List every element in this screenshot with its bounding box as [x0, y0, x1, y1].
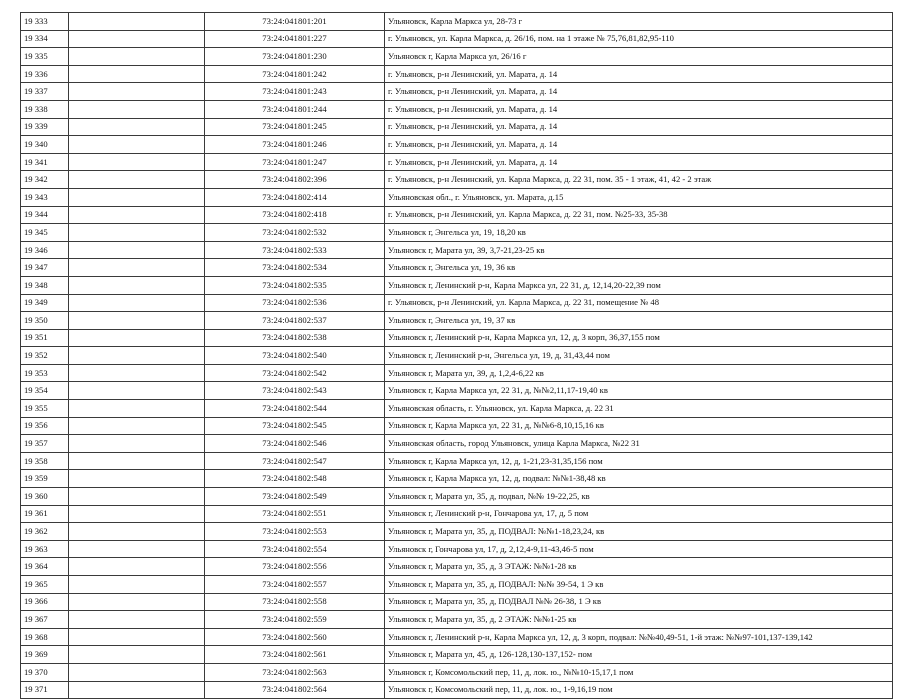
table-row [21, 206, 893, 224]
table-row [21, 136, 893, 154]
cadastral-number-cell: 73:24:041802:551 [205, 505, 385, 523]
row-number-cell: 19 359 [21, 470, 69, 488]
row-number-cell: 19 351 [21, 329, 69, 347]
cadastral-number-cell: 73:24:041802:536 [205, 294, 385, 312]
address-cell: Ульяновск г, Ленинский р-н, Карла Маркса ул, 12, д, 3 корп, 36,37,155 пом [385, 329, 893, 347]
row-number-cell: 19 346 [21, 241, 69, 259]
table-row [21, 646, 893, 664]
address-cell: Ульяновск г, Карла Маркса ул, 12, д, 1-21,23-31,35,156 пом [385, 452, 893, 470]
empty-cell [69, 505, 205, 523]
address-cell: Ульяновск г, Марата ул, 35, д, ПОДВАЛ: №№1-18,23,24, кв [385, 523, 893, 541]
row-number-cell: 19 345 [21, 224, 69, 242]
table-row [21, 276, 893, 294]
row-number-cell: 19 338 [21, 100, 69, 118]
address-cell: г. Ульяновск, р-н Ленинский, ул. Марата, д. 14 [385, 100, 893, 118]
row-number-cell: 19 334 [21, 30, 69, 48]
cadastral-number-cell: 73:24:041802:542 [205, 364, 385, 382]
cadastral-number-cell: 73:24:041802:534 [205, 259, 385, 277]
address-cell: Ульяновск г, Комсомольский пер, 11, д, лок. ю., №№10-15,17,1 пом [385, 663, 893, 681]
empty-cell [69, 83, 205, 101]
address-cell: Ульяновск г, Марата ул, 35, д, ПОДВАЛ: №№ 39-54, 1 Э кв [385, 576, 893, 594]
empty-cell [69, 400, 205, 418]
cadastral-number-cell: 73:24:041802:545 [205, 417, 385, 435]
cadastral-number-cell: 73:24:041802:538 [205, 329, 385, 347]
table-row [21, 505, 893, 523]
table-row [21, 153, 893, 171]
address-cell: Ульяновск г, Марата ул, 35, д, подвал, №№ 19-22,25, кв [385, 488, 893, 506]
empty-cell [69, 470, 205, 488]
empty-cell [69, 136, 205, 154]
table-row [21, 294, 893, 312]
table-row [21, 558, 893, 576]
empty-cell [69, 523, 205, 541]
cadastral-number-cell: 73:24:041802:537 [205, 312, 385, 330]
address-cell: Ульяновск г, Комсомольский пер, 11, д, лок. ю., 1-9,16,19 пом [385, 681, 893, 699]
cadastral-number-cell: 73:24:041802:544 [205, 400, 385, 418]
empty-cell [69, 452, 205, 470]
address-cell: Ульяновск, Карла Маркса ул, 28-73 г [385, 13, 893, 31]
empty-cell [69, 312, 205, 330]
empty-cell [69, 188, 205, 206]
row-number-cell: 19 371 [21, 681, 69, 699]
empty-cell [69, 435, 205, 453]
address-cell: Ульяновская обл., г. Ульяновск, ул. Марата, д.15 [385, 188, 893, 206]
row-number-cell: 19 354 [21, 382, 69, 400]
table-row [21, 593, 893, 611]
row-number-cell: 19 365 [21, 576, 69, 594]
cadastral-number-cell: 73:24:041802:396 [205, 171, 385, 189]
address-cell: Ульяновск г, Марата ул, 35, д, ПОДВАЛ №№ 26-38, 1 Э кв [385, 593, 893, 611]
table-row [21, 417, 893, 435]
address-cell: Ульяновск г, Ленинский р-н, Энгельса ул, 19, д, 31,43,44 пом [385, 347, 893, 365]
table-row [21, 435, 893, 453]
address-cell: г. Ульяновск, р-н Ленинский, ул. Марата, д. 14 [385, 65, 893, 83]
row-number-cell: 19 364 [21, 558, 69, 576]
cadastral-number-cell: 73:24:041802:558 [205, 593, 385, 611]
empty-cell [69, 206, 205, 224]
table-row [21, 188, 893, 206]
cadastral-number-cell: 73:24:041802:548 [205, 470, 385, 488]
cadastral-number-cell: 73:24:041802:535 [205, 276, 385, 294]
empty-cell [69, 118, 205, 136]
table-row [21, 364, 893, 382]
cadastral-number-cell: 73:24:041802:560 [205, 628, 385, 646]
table-row [21, 171, 893, 189]
row-number-cell: 19 342 [21, 171, 69, 189]
empty-cell [69, 259, 205, 277]
table-row [21, 628, 893, 646]
row-number-cell: 19 336 [21, 65, 69, 83]
row-number-cell: 19 341 [21, 153, 69, 171]
table-row [21, 470, 893, 488]
row-number-cell: 19 362 [21, 523, 69, 541]
table-row [21, 329, 893, 347]
row-number-cell: 19 369 [21, 646, 69, 664]
address-cell: Ульяновск г, Карла Маркса ул, 22 31, д, №№6-8,10,15,16 кв [385, 417, 893, 435]
row-number-cell: 19 348 [21, 276, 69, 294]
cadastral-number-cell: 73:24:041802:564 [205, 681, 385, 699]
address-cell: г. Ульяновск, р-н Ленинский, ул. Марата, д. 14 [385, 118, 893, 136]
row-number-cell: 19 353 [21, 364, 69, 382]
empty-cell [69, 488, 205, 506]
table-row [21, 30, 893, 48]
cadastral-number-cell: 73:24:041802:559 [205, 611, 385, 629]
table-row [21, 312, 893, 330]
empty-cell [69, 611, 205, 629]
row-number-cell: 19 361 [21, 505, 69, 523]
address-cell: Ульяновск г, Ленинский р-н, Гончарова ул, 17, д, 5 пом [385, 505, 893, 523]
address-cell: Ульяновск г, Ленинский р-н, Карла Маркса ул, 12, д, 3 корп, подвал: №№40,49-51, 1-й этаж: №№97-101,137-139,142 [385, 628, 893, 646]
empty-cell [69, 329, 205, 347]
table-row [21, 65, 893, 83]
empty-cell [69, 48, 205, 66]
address-cell: Ульяновск г, Карла Маркса ул, 22 31, д, №№2,11,17-19,40 кв [385, 382, 893, 400]
cadastral-number-cell: 73:24:041801:245 [205, 118, 385, 136]
cadastral-number-cell: 73:24:041802:532 [205, 224, 385, 242]
address-cell: Ульяновская область, город Ульяновск, улица Карла Маркса, №22 31 [385, 435, 893, 453]
empty-cell [69, 628, 205, 646]
row-number-cell: 19 343 [21, 188, 69, 206]
row-number-cell: 19 363 [21, 540, 69, 558]
empty-cell [69, 593, 205, 611]
address-cell: Ульяновск г, Марата ул, 39, 3,7-21,23-25 кв [385, 241, 893, 259]
cadastral-number-cell: 73:24:041802:561 [205, 646, 385, 664]
empty-cell [69, 347, 205, 365]
table-row [21, 224, 893, 242]
empty-cell [69, 65, 205, 83]
row-number-cell: 19 352 [21, 347, 69, 365]
cadastral-number-cell: 73:24:041802:549 [205, 488, 385, 506]
row-number-cell: 19 356 [21, 417, 69, 435]
empty-cell [69, 276, 205, 294]
registry-sheet [20, 12, 892, 699]
address-cell: Ульяновск г, Энгельса ул, 19, 18,20 кв [385, 224, 893, 242]
empty-cell [69, 382, 205, 400]
row-number-cell: 19 366 [21, 593, 69, 611]
cadastral-number-cell: 73:24:041802:418 [205, 206, 385, 224]
row-number-cell: 19 339 [21, 118, 69, 136]
row-number-cell: 19 337 [21, 83, 69, 101]
row-number-cell: 19 340 [21, 136, 69, 154]
table-row [21, 100, 893, 118]
row-number-cell: 19 347 [21, 259, 69, 277]
table-row [21, 488, 893, 506]
empty-cell [69, 241, 205, 259]
table-row [21, 681, 893, 699]
table-row [21, 576, 893, 594]
address-cell: Ульяновск г, Ленинский р-н, Карла Маркса ул, 22 31, д, 12,14,20-22,39 пом [385, 276, 893, 294]
empty-cell [69, 364, 205, 382]
address-cell: Ульяновск г, Гончарова ул, 17, д, 2,12,4-9,11-43,46-5 пом [385, 540, 893, 558]
address-cell: г. Ульяновск, ул. Карла Маркса, д. 26/16, пом. на 1 этаже № 75,76,81,82,95-110 [385, 30, 893, 48]
empty-cell [69, 153, 205, 171]
empty-cell [69, 417, 205, 435]
empty-cell [69, 576, 205, 594]
empty-cell [69, 30, 205, 48]
registry-table [20, 12, 893, 699]
cadastral-number-cell: 73:24:041801:244 [205, 100, 385, 118]
table-row [21, 540, 893, 558]
table-row [21, 13, 893, 31]
row-number-cell: 19 360 [21, 488, 69, 506]
table-row [21, 452, 893, 470]
address-cell: Ульяновск г, Марата ул, 39, д, 1,2,4-6,22 кв [385, 364, 893, 382]
cadastral-number-cell: 73:24:041802:554 [205, 540, 385, 558]
empty-cell [69, 171, 205, 189]
address-cell: Ульяновск г, Марата ул, 45, д, 126-128,130-137,152- пом [385, 646, 893, 664]
cadastral-number-cell: 73:24:041801:227 [205, 30, 385, 48]
address-cell: г. Ульяновск, р-н Ленинский, ул. Марата, д. 14 [385, 153, 893, 171]
cadastral-number-cell: 73:24:041802:557 [205, 576, 385, 594]
cadastral-number-cell: 73:24:041801:243 [205, 83, 385, 101]
cadastral-number-cell: 73:24:041802:556 [205, 558, 385, 576]
cadastral-number-cell: 73:24:041802:543 [205, 382, 385, 400]
table-row [21, 663, 893, 681]
address-cell: г. Ульяновск, р-н Ленинский, ул. Марата, д. 14 [385, 83, 893, 101]
address-cell: Ульяновск г, Марата ул, 35, д, 2 ЭТАЖ: №№1-25 кв [385, 611, 893, 629]
cadastral-number-cell: 73:24:041802:540 [205, 347, 385, 365]
cadastral-number-cell: 73:24:041802:414 [205, 188, 385, 206]
cadastral-number-cell: 73:24:041801:247 [205, 153, 385, 171]
cadastral-number-cell: 73:24:041802:546 [205, 435, 385, 453]
row-number-cell: 19 333 [21, 13, 69, 31]
address-cell: г. Ульяновск, р-н Ленинский, ул. Карла Маркса, д. 22 31, помещение № 48 [385, 294, 893, 312]
empty-cell [69, 13, 205, 31]
cadastral-number-cell: 73:24:041802:553 [205, 523, 385, 541]
empty-cell [69, 540, 205, 558]
address-cell: Ульяновск г, Марата ул, 35, д, 3 ЭТАЖ: №№1-28 кв [385, 558, 893, 576]
empty-cell [69, 681, 205, 699]
cadastral-number-cell: 73:24:041802:563 [205, 663, 385, 681]
address-cell: Ульяновская область, г. Ульяновск, ул. Карла Маркса, д. 22 31 [385, 400, 893, 418]
empty-cell [69, 224, 205, 242]
row-number-cell: 19 357 [21, 435, 69, 453]
table-row [21, 118, 893, 136]
table-row [21, 347, 893, 365]
table-row [21, 48, 893, 66]
cadastral-number-cell: 73:24:041801:201 [205, 13, 385, 31]
row-number-cell: 19 358 [21, 452, 69, 470]
table-row [21, 382, 893, 400]
address-cell: Ульяновск г, Энгельса ул, 19, 36 кв [385, 259, 893, 277]
table-row [21, 259, 893, 277]
table-row [21, 241, 893, 259]
row-number-cell: 19 350 [21, 312, 69, 330]
address-cell: г. Ульяновск, р-н Ленинский, ул. Карла Маркса, д. 22 31, пом. 35 - 1 этаж, 41, 42 - 2 этаж [385, 171, 893, 189]
cadastral-number-cell: 73:24:041802:547 [205, 452, 385, 470]
address-cell: г. Ульяновск, р-н Ленинский, ул. Карла Маркса, д. 22 31, пом. №25-33, 35-38 [385, 206, 893, 224]
address-cell: Ульяновск г, Энгельса ул, 19, 37 кв [385, 312, 893, 330]
row-number-cell: 19 368 [21, 628, 69, 646]
address-cell: Ульяновск г, Карла Маркса ул, 12, д, подвал: №№1-38,48 кв [385, 470, 893, 488]
empty-cell [69, 646, 205, 664]
table-row [21, 611, 893, 629]
registry-table-body [21, 13, 893, 699]
row-number-cell: 19 370 [21, 663, 69, 681]
cadastral-number-cell: 73:24:041802:533 [205, 241, 385, 259]
empty-cell [69, 558, 205, 576]
address-cell: г. Ульяновск, р-н Ленинский, ул. Марата, д. 14 [385, 136, 893, 154]
empty-cell [69, 100, 205, 118]
row-number-cell: 19 355 [21, 400, 69, 418]
cadastral-number-cell: 73:24:041801:242 [205, 65, 385, 83]
address-cell: Ульяновск г, Карла Маркса ул, 26/16 г [385, 48, 893, 66]
table-row [21, 523, 893, 541]
cadastral-number-cell: 73:24:041801:230 [205, 48, 385, 66]
empty-cell [69, 663, 205, 681]
row-number-cell: 19 344 [21, 206, 69, 224]
row-number-cell: 19 335 [21, 48, 69, 66]
row-number-cell: 19 367 [21, 611, 69, 629]
row-number-cell: 19 349 [21, 294, 69, 312]
table-row [21, 400, 893, 418]
empty-cell [69, 294, 205, 312]
table-row [21, 83, 893, 101]
cadastral-number-cell: 73:24:041801:246 [205, 136, 385, 154]
